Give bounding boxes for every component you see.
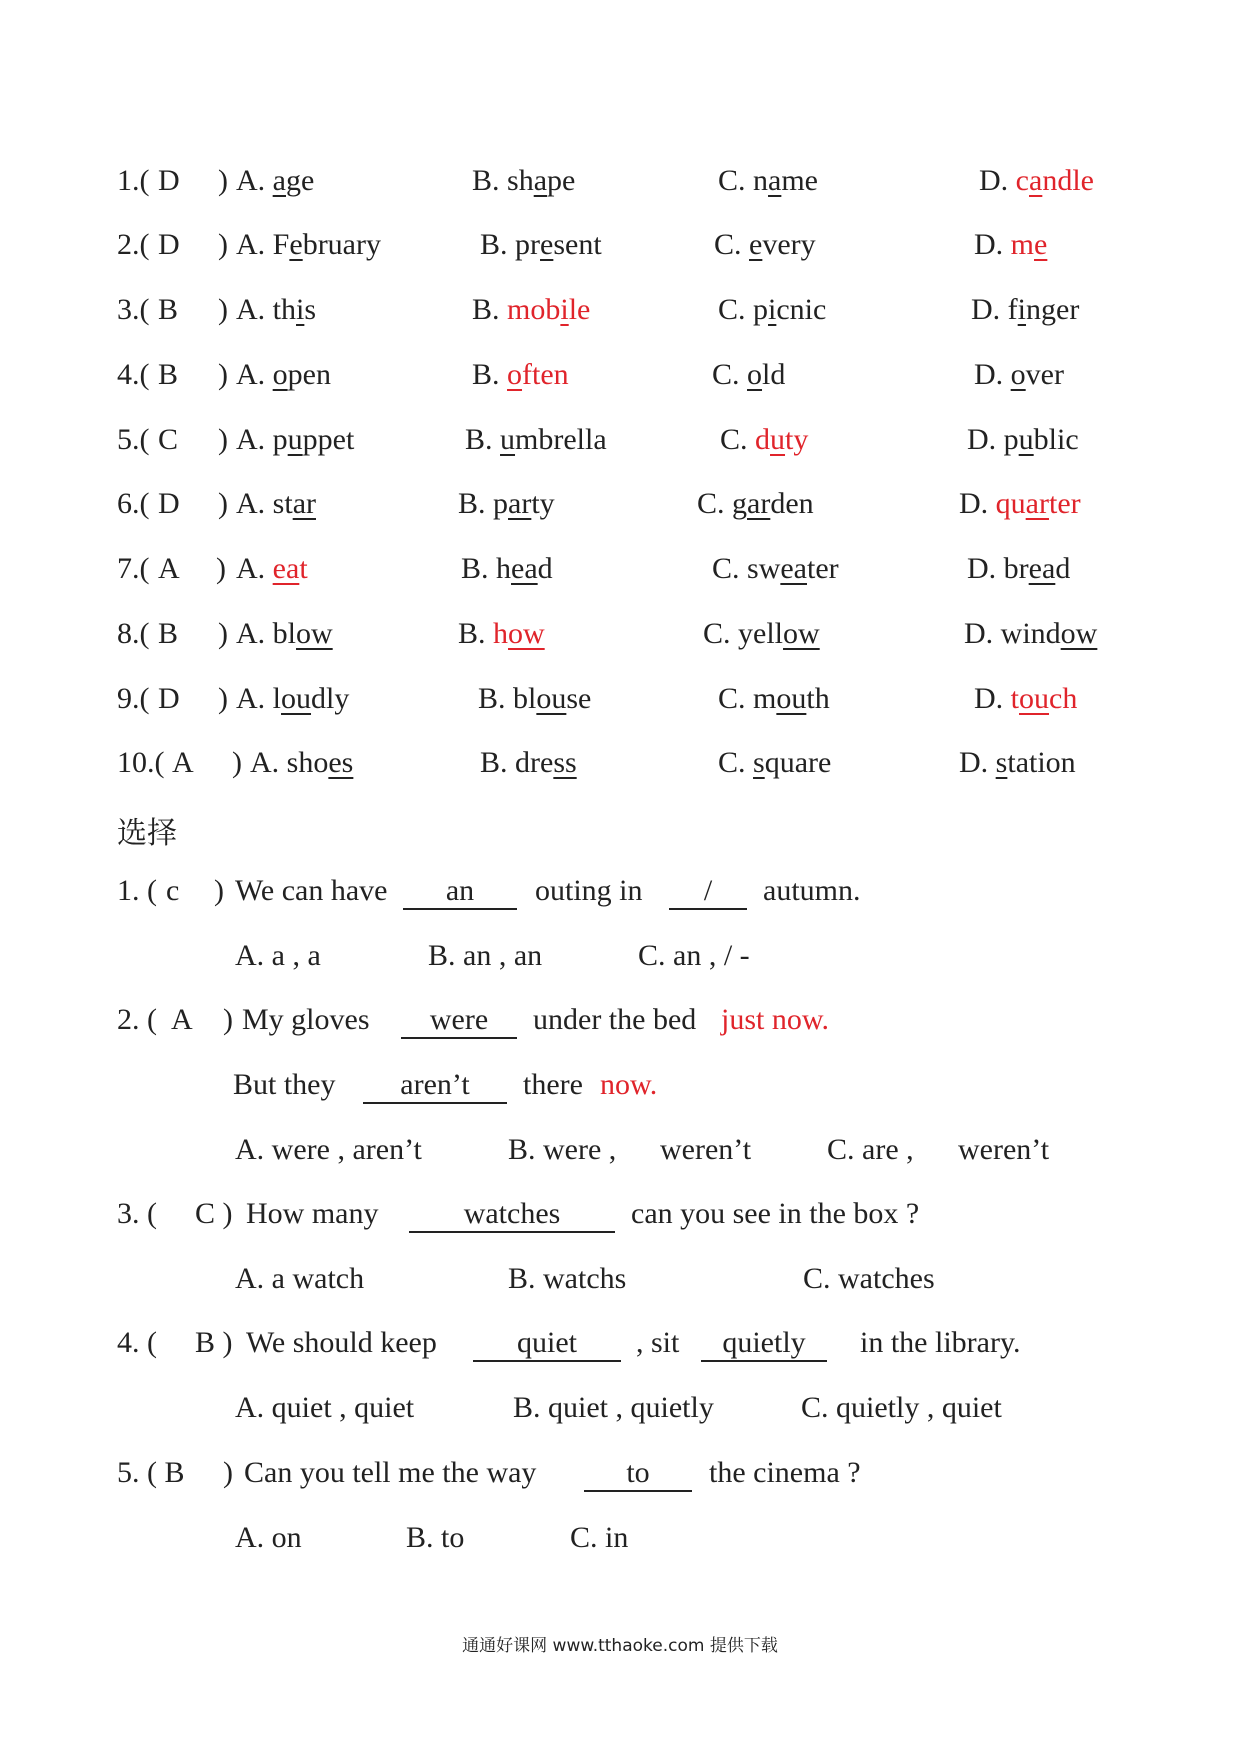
word-part: nger: [1026, 293, 1080, 326]
option-b: B. were ,: [508, 1133, 617, 1166]
option-letter: B.: [472, 293, 508, 326]
option-letter: D.: [967, 423, 1004, 456]
underlined-letters: i: [296, 293, 305, 326]
word-part: sent: [553, 228, 602, 261]
underlined-letters: ou: [536, 682, 567, 715]
word-part: h: [496, 552, 512, 585]
word-part: bruary: [302, 228, 381, 261]
options-4: [0, 1391, 1240, 1431]
q-number: 1. (: [117, 874, 157, 907]
q-text: , sit: [636, 1326, 680, 1359]
word-part: ge: [286, 164, 315, 197]
option-c-answer: weren’t: [958, 1133, 1050, 1166]
option-d: [959, 487, 1081, 521]
option-a: [236, 228, 381, 262]
word-part: t: [1010, 682, 1020, 715]
underlined-letters: i: [768, 293, 777, 326]
option-d: [974, 358, 1064, 392]
word-part: d: [1055, 552, 1071, 585]
option-letter: D.: [979, 164, 1016, 197]
word-part: g: [732, 487, 748, 520]
underlined-letters: o: [747, 358, 763, 391]
word-part: quare: [764, 746, 832, 779]
word-part: cnic: [776, 293, 827, 326]
option-letter: B.: [480, 228, 516, 261]
option-b: [465, 423, 607, 457]
option-c: C. in: [570, 1521, 629, 1554]
q-answer: c: [166, 874, 180, 907]
question-answer: A: [158, 552, 180, 585]
underlined-letters: a: [533, 164, 548, 197]
word-part: th: [272, 293, 297, 326]
question-close: ): [216, 552, 226, 585]
pronunciation-row: [0, 228, 1240, 268]
q-answer: A: [171, 1003, 193, 1036]
underlined-letters: u: [1018, 423, 1034, 456]
question-number: 10.(: [117, 746, 165, 779]
word-part: F: [272, 228, 290, 261]
word-part: p: [753, 293, 769, 326]
q-text: can you see in the box ?: [631, 1197, 920, 1230]
question-number: 8.(: [117, 617, 150, 650]
option-letter: A.: [236, 164, 273, 197]
option-c: [718, 746, 831, 780]
q-text: there: [523, 1068, 583, 1101]
word-part: blic: [1033, 423, 1079, 456]
option-letter: D.: [959, 746, 996, 779]
option-letter: B.: [461, 552, 497, 585]
question-close: ): [218, 423, 228, 456]
option-a: [236, 358, 331, 392]
word-part: mbrella: [515, 423, 607, 456]
question-number: 1.(: [117, 164, 150, 197]
options-3: [0, 1262, 1240, 1302]
word-part: t: [299, 552, 308, 585]
underlined-letters: u: [500, 423, 516, 456]
option-a: A. were , aren’t: [235, 1133, 422, 1166]
word-part: me: [781, 164, 818, 197]
underlined-letters: ea: [511, 552, 538, 585]
question-close: ): [218, 617, 228, 650]
q-close: ): [223, 1456, 233, 1489]
word-part: dly: [311, 682, 350, 715]
q-text: the cinema ?: [709, 1456, 861, 1489]
underlined-letters: e: [289, 228, 303, 261]
word-part: l: [272, 682, 282, 715]
option-a: A. on: [235, 1521, 302, 1554]
option-c: [712, 358, 785, 392]
word-part: sw: [747, 552, 781, 585]
option-d: [974, 682, 1077, 716]
option-letter: B.: [478, 682, 514, 715]
underlined-letters: ow: [296, 617, 333, 650]
question-number: 3.(: [117, 293, 150, 326]
options-2: [0, 1133, 1240, 1173]
word-part: pen: [287, 358, 331, 391]
underlined-letters: e: [749, 228, 763, 261]
question-answer: B: [158, 293, 179, 326]
option-a: [236, 552, 308, 586]
question-5: [0, 1456, 1240, 1496]
question-3: [0, 1197, 1240, 1237]
pronunciation-row: [0, 552, 1240, 592]
answer-blank: watches: [409, 1197, 615, 1233]
question-number: 4.(: [117, 358, 150, 391]
question-answer: C: [158, 423, 179, 456]
q-text: in the library.: [860, 1326, 1021, 1359]
underlined-letters: o: [272, 358, 288, 391]
underlined-letters: a: [272, 164, 286, 197]
underlined-letters: ar: [1025, 487, 1049, 520]
underlined-letters: ow: [1060, 617, 1098, 650]
option-c: C. an , / -: [638, 939, 750, 972]
option-letter: A.: [236, 228, 273, 261]
underlined-letters: ea: [272, 552, 300, 585]
question-number: 5.(: [117, 423, 150, 456]
q-text: under the bed: [533, 1003, 697, 1036]
option-letter: A.: [236, 423, 273, 456]
option-letter: C.: [703, 617, 739, 650]
q-number: 4. (: [117, 1326, 157, 1359]
word-part: sho: [286, 746, 329, 779]
section-title: 选择: [117, 816, 177, 851]
option-c: [697, 487, 814, 521]
option-b: [458, 617, 545, 651]
q-number: 2. (: [117, 1003, 157, 1036]
question-close: ): [218, 228, 228, 261]
option-letter: B.: [480, 746, 516, 779]
option-letter: B.: [472, 358, 508, 391]
word-part: very: [762, 228, 816, 261]
word-part: n: [753, 164, 769, 197]
underlined-letters: e: [540, 228, 554, 261]
answer-blank: quiet: [473, 1326, 621, 1362]
option-letter: D.: [959, 487, 996, 520]
option-letter: C.: [712, 552, 748, 585]
option-letter: B.: [458, 487, 494, 520]
option-letter: D.: [971, 293, 1008, 326]
option-letter: D.: [974, 358, 1011, 391]
option-c: [718, 164, 818, 198]
word-part: ld: [762, 358, 786, 391]
underlined-letters: e: [1034, 228, 1048, 261]
question-close: ): [218, 293, 228, 326]
word-part: p: [272, 423, 288, 456]
option-letter: A.: [236, 487, 273, 520]
option-a: [236, 423, 354, 457]
answer-blank: were: [401, 1003, 517, 1039]
option-b: B. watchs: [508, 1262, 627, 1295]
word-part: st: [272, 487, 293, 520]
option-letter: D.: [967, 552, 1004, 585]
option-a: [250, 746, 353, 780]
q-text: But they: [233, 1068, 336, 1101]
option-c: C. watches: [803, 1262, 935, 1295]
pronunciation-row: [0, 682, 1240, 722]
word-part: sh: [507, 164, 534, 197]
option-letter: A.: [236, 682, 273, 715]
question-answer: D: [158, 487, 180, 520]
word-part: c: [1015, 164, 1029, 197]
question-answer: B: [158, 617, 179, 650]
underlined-letters: ou: [281, 682, 312, 715]
word-part: ter: [807, 552, 839, 585]
underlined-letters: ea: [780, 552, 807, 585]
option-a: [236, 487, 316, 521]
option-c: C. quietly , quiet: [801, 1391, 1002, 1424]
question-close: ): [218, 487, 228, 520]
word-part: tation: [1007, 746, 1076, 779]
word-part: d: [755, 423, 771, 456]
word-part: th: [806, 682, 830, 715]
option-d: [979, 164, 1094, 198]
question-number: 7.(: [117, 552, 150, 585]
question-answer: D: [158, 682, 180, 715]
underlined-letters: ou: [776, 682, 807, 715]
pronunciation-row: [0, 358, 1240, 398]
question-answer: B: [158, 358, 179, 391]
underlined-letters: i: [560, 293, 569, 326]
option-b: [472, 293, 590, 327]
word-part: ty: [531, 487, 555, 520]
word-part: ver: [1025, 358, 1064, 391]
question-answer: D: [158, 164, 180, 197]
option-b: [478, 682, 591, 716]
option-a: [236, 164, 314, 198]
option-letter: C.: [718, 746, 754, 779]
option-c: [718, 682, 830, 716]
option-letter: B.: [465, 423, 501, 456]
pronunciation-row: [0, 617, 1240, 657]
question-1: [0, 874, 1240, 914]
q-text: autumn.: [763, 874, 861, 907]
word-part: den: [770, 487, 814, 520]
option-letter: B.: [458, 617, 494, 650]
option-c: [703, 617, 820, 651]
word-part: se: [566, 682, 592, 715]
word-part: pe: [547, 164, 576, 197]
option-letter: A.: [236, 293, 273, 326]
underlined-letters: ar: [508, 487, 532, 520]
underlined-letters: s: [753, 746, 765, 779]
underlined-letters: ea: [1028, 552, 1056, 585]
q-text: How many: [246, 1197, 379, 1230]
option-letter: D.: [974, 228, 1011, 261]
word-part: d: [537, 552, 553, 585]
option-letter: C.: [718, 682, 754, 715]
question-close: ): [218, 682, 228, 715]
option-a: [236, 293, 316, 327]
pronunciation-row: [0, 293, 1240, 333]
answer-blank: /: [669, 874, 747, 910]
q-text: My gloves: [242, 1003, 370, 1036]
underlined-letters: u: [770, 423, 786, 456]
option-a: A. a , a: [235, 939, 321, 972]
option-letter: A.: [250, 746, 287, 779]
word-part: ften: [522, 358, 569, 391]
option-letter: C.: [697, 487, 733, 520]
pronunciation-row: [0, 423, 1240, 463]
word-part: m: [753, 682, 777, 715]
option-d: [967, 552, 1070, 586]
option-letter: D.: [964, 617, 1001, 650]
option-c: C. are ,: [827, 1133, 914, 1166]
option-c: [714, 228, 816, 262]
question-4: [0, 1326, 1240, 1366]
option-d: [967, 423, 1079, 457]
question-number: 6.(: [117, 487, 150, 520]
option-d: [959, 746, 1076, 780]
underlined-letters: ss: [553, 746, 577, 779]
answer-blank: to: [584, 1456, 692, 1492]
q-close: ): [214, 874, 224, 907]
word-part: le: [568, 293, 591, 326]
highlight-text: now.: [600, 1068, 658, 1101]
underlined-letters: ow: [508, 617, 545, 650]
option-letter: C.: [718, 164, 754, 197]
word-part: ter: [1048, 487, 1081, 520]
option-letter: A.: [236, 552, 273, 585]
option-a: [236, 617, 333, 651]
q-text: Can you tell me the way: [244, 1456, 537, 1489]
option-b: B. to: [406, 1521, 465, 1554]
word-part: h: [493, 617, 509, 650]
q-text: outing in: [535, 874, 643, 907]
underlined-letters: es: [328, 746, 354, 779]
option-c: [712, 552, 839, 586]
word-part: dre: [515, 746, 554, 779]
option-b: [480, 746, 577, 780]
word-part: ndle: [1042, 164, 1094, 197]
underlined-letters: o: [1010, 358, 1026, 391]
answer-blank: quietly: [701, 1326, 827, 1362]
highlight-text: just now.: [721, 1003, 830, 1036]
word-part: p: [493, 487, 509, 520]
option-d: [971, 293, 1079, 327]
options-5: [0, 1521, 1240, 1561]
word-part: f: [1007, 293, 1018, 326]
option-b-answer: weren’t: [660, 1133, 752, 1166]
question-number: 2.(: [117, 228, 150, 261]
option-b: [472, 164, 575, 198]
option-letter: C.: [718, 293, 754, 326]
word-part: yell: [738, 617, 784, 650]
word-part: qu: [995, 487, 1026, 520]
option-d: [964, 617, 1097, 651]
option-letter: A.: [236, 617, 273, 650]
option-letter: C.: [712, 358, 748, 391]
option-letter: A.: [236, 358, 273, 391]
word-part: p: [1003, 423, 1019, 456]
pronunciation-row: [0, 164, 1240, 204]
options-1: [0, 939, 1240, 979]
option-a: A. quiet , quiet: [235, 1391, 415, 1424]
question-2-line-2: [0, 1068, 1240, 1108]
underlined-letters: ou: [1019, 682, 1050, 715]
q-answer: B ): [195, 1326, 233, 1359]
word-part: mob: [507, 293, 561, 326]
underlined-letters: s: [995, 746, 1008, 779]
option-letter: B.: [472, 164, 508, 197]
word-part: s: [304, 293, 317, 326]
underlined-letters: ow: [783, 617, 820, 650]
word-part: pr: [515, 228, 541, 261]
option-b: [458, 487, 555, 521]
footer-credit: 通通好课网 www.tthaoke.com 提供下载: [462, 1636, 778, 1656]
question-answer: D: [158, 228, 180, 261]
question-number: 9.(: [117, 682, 150, 715]
underlined-letters: ar: [747, 487, 771, 520]
word-part: ch: [1049, 682, 1078, 715]
underlined-letters: ar: [292, 487, 316, 520]
question-close: ): [218, 164, 228, 197]
pronunciation-row: [0, 746, 1240, 786]
q-close: ): [223, 1003, 233, 1036]
q-number: 5. ( B: [117, 1456, 185, 1489]
underlined-letters: a: [768, 164, 782, 197]
option-c: [718, 293, 826, 327]
question-close: ): [232, 746, 242, 779]
option-b: B. an , an: [428, 939, 543, 972]
pronunciation-row: [0, 487, 1240, 527]
underlined-letters: a: [1029, 164, 1043, 197]
word-part: br: [1003, 552, 1029, 585]
q-number: 3. (: [117, 1197, 157, 1230]
q-text: We should keep: [246, 1326, 437, 1359]
option-a: [236, 682, 349, 716]
word-part: ppet: [302, 423, 355, 456]
word-part: m: [1010, 228, 1035, 261]
option-letter: C.: [714, 228, 750, 261]
option-b: B. quiet , quietly: [513, 1391, 714, 1424]
option-b: [461, 552, 553, 586]
word-part: ty: [785, 423, 809, 456]
question-close: ): [218, 358, 228, 391]
underlined-letters: u: [287, 423, 303, 456]
q-answer: C ): [195, 1197, 233, 1230]
answer-blank: an: [403, 874, 517, 910]
option-d: [974, 228, 1047, 262]
question-2: [0, 1003, 1240, 1043]
option-letter: C.: [720, 423, 756, 456]
word-part: wind: [1000, 617, 1061, 650]
option-b: [480, 228, 602, 262]
question-answer: A: [172, 746, 194, 779]
option-c: [720, 423, 808, 457]
option-a: A. a watch: [235, 1262, 365, 1295]
underlined-letters: i: [1017, 293, 1027, 326]
word-part: bl: [513, 682, 537, 715]
q-text: We can have: [235, 874, 388, 907]
word-part: bl: [272, 617, 297, 650]
answer-blank: aren’t: [363, 1068, 507, 1104]
option-b: [472, 358, 569, 392]
underlined-letters: o: [507, 358, 523, 391]
option-letter: D.: [974, 682, 1011, 715]
